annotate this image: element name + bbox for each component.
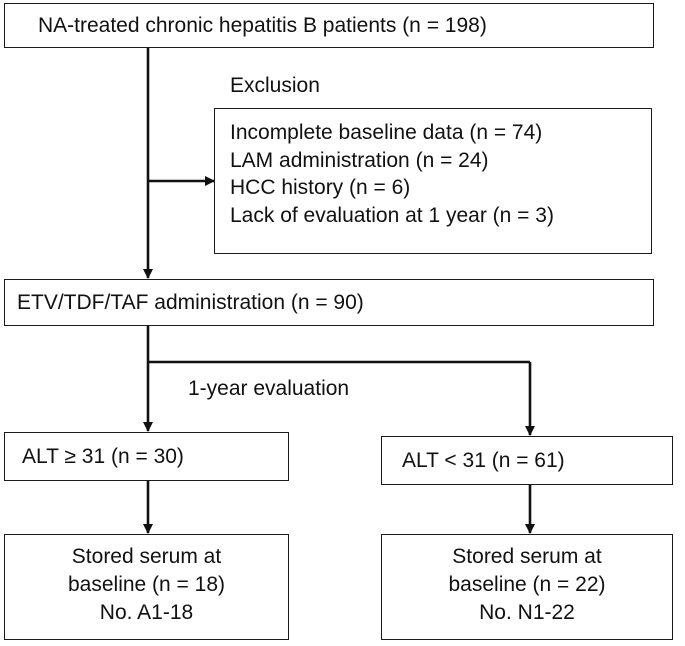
middle-box bbox=[4, 279, 654, 326]
left-result-box bbox=[4, 534, 289, 640]
top-box bbox=[4, 3, 654, 48]
exclusion-item: LAM administration (n = 24) bbox=[230, 148, 489, 172]
top-box-label: NA-treated chronic hepatitis B patients (n = 198) bbox=[38, 14, 487, 37]
right-result-line: No. N1-22 bbox=[479, 601, 575, 624]
exclusion-item: HCC history (n = 6) bbox=[230, 176, 411, 199]
exclusion-box bbox=[214, 108, 652, 254]
left-group-box bbox=[4, 432, 289, 481]
right-result-line: Stored serum at bbox=[452, 545, 602, 568]
split-label: 1-year evaluation bbox=[188, 377, 350, 400]
left-result-line: No. A1-18 bbox=[99, 601, 194, 624]
exclusion-item: Lack of evaluation at 1 year (n = 3) bbox=[230, 203, 554, 227]
right-result-box bbox=[381, 534, 673, 640]
right-group-box bbox=[381, 436, 673, 485]
middle-box-label: ETV/TDF/TAF administration (n = 90) bbox=[17, 291, 364, 314]
exclusion-list bbox=[230, 119, 554, 229]
left-result-line: baseline (n = 18) bbox=[67, 573, 226, 596]
exclusion-heading: Exclusion bbox=[230, 74, 320, 97]
left-group-label: ALT ≥ 31 (n = 30) bbox=[22, 445, 184, 468]
left-result-line: Stored serum at bbox=[71, 545, 222, 568]
right-group-label: ALT < 31 (n = 61) bbox=[402, 449, 565, 472]
exclusion-item: Incomplete baseline data (n = 74) bbox=[230, 121, 543, 144]
right-result-line: baseline (n = 22) bbox=[448, 573, 606, 596]
